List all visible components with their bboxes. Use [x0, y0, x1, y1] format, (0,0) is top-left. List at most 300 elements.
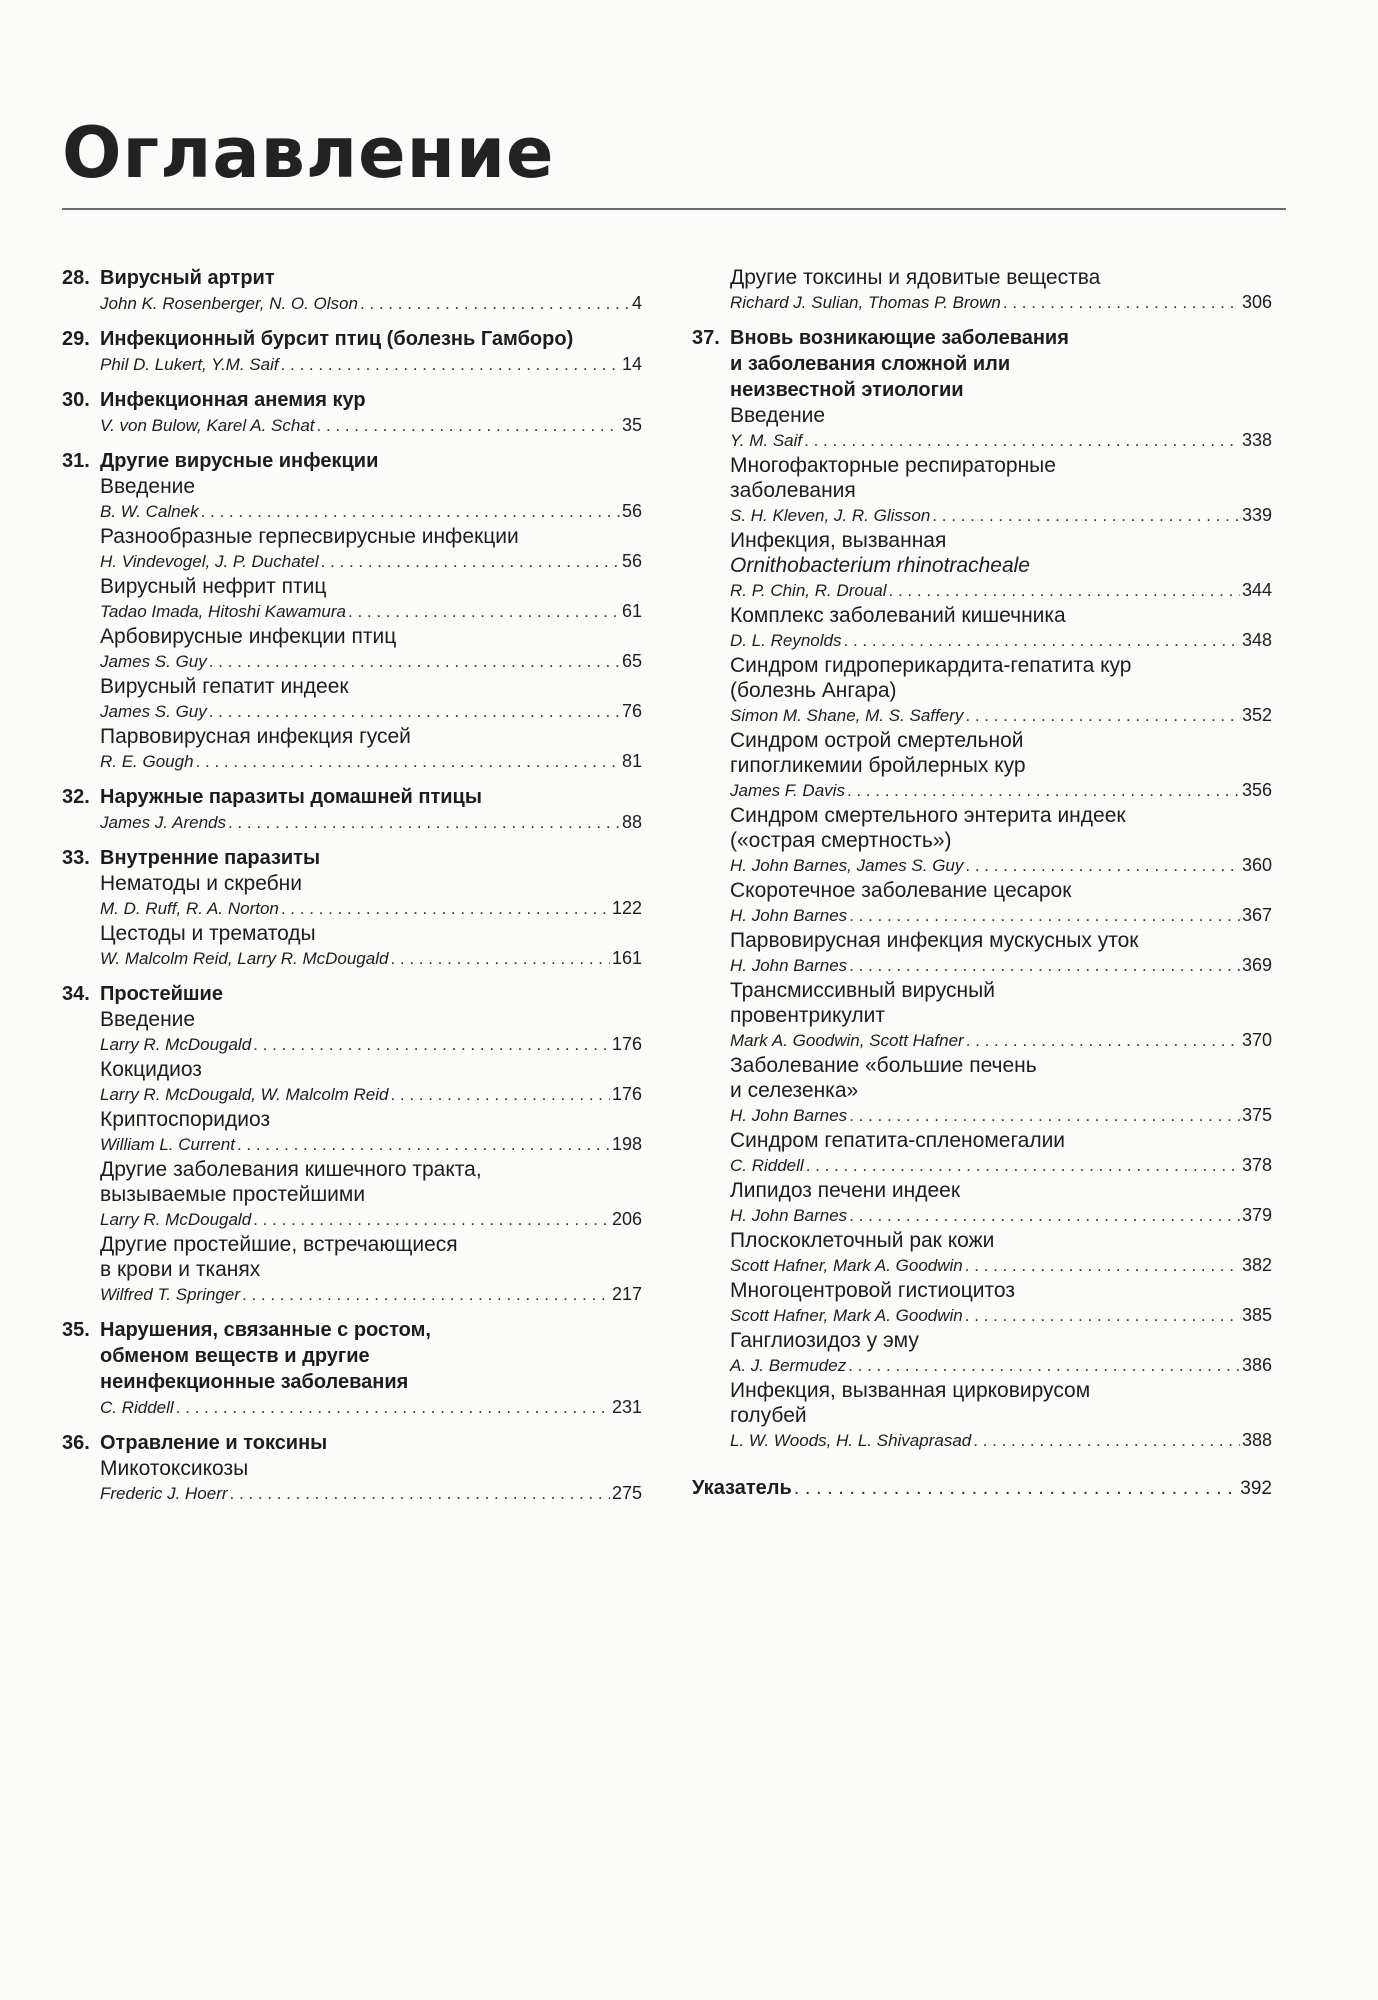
section-title: [730, 265, 1272, 290]
chapter-heading: [62, 845, 642, 871]
toc-entry[interactable]: [100, 1107, 642, 1157]
chapter-entries: [100, 291, 642, 316]
section-title: [730, 1178, 1272, 1203]
chapter-title-line: Внутренние паразиты: [100, 847, 321, 869]
page-number: 356: [1241, 780, 1272, 800]
chapter-heading: [62, 387, 642, 413]
author-names: Simon M. Shane, M. S. Saffery: [730, 706, 964, 725]
section-title-line: Инфекция, вызванная: [730, 529, 947, 552]
chapter-number: 33.: [62, 847, 90, 869]
author-row: [100, 1481, 642, 1506]
author-row: [730, 1428, 1272, 1453]
leader-dots: [253, 1033, 610, 1057]
leader-dots: [321, 550, 620, 574]
author-names: H. John Barnes: [730, 956, 848, 975]
chapter-number: 36.: [62, 1432, 90, 1454]
author-row: [100, 1207, 642, 1232]
section-title-line: Плоскоклеточный рак кожи: [730, 1229, 995, 1252]
author-names: Y. M. Saif: [730, 431, 803, 450]
author-names: Larry R. McDougald: [100, 1035, 252, 1054]
author-names: Larry R. McDougald: [100, 1210, 252, 1229]
chapter-title: [100, 448, 642, 474]
page-number: 339: [1241, 505, 1272, 525]
toc-chapter: [692, 325, 1272, 1453]
page-number: 386: [1241, 1355, 1272, 1375]
page-number: 56: [621, 501, 642, 521]
page-number: 206: [611, 1209, 642, 1229]
page-number: 385: [1241, 1305, 1272, 1325]
page-number: 65: [621, 651, 642, 671]
leader-dots: [848, 1354, 1240, 1378]
chapter-entries: [100, 810, 642, 835]
leader-dots: [390, 1083, 610, 1107]
author-row: [100, 1082, 642, 1107]
toc-chapter: [62, 387, 642, 438]
section-title-line: Нематоды и скребни: [100, 872, 303, 895]
leader-dots: [360, 292, 630, 316]
toc-entry[interactable]: [730, 1228, 1272, 1278]
section-title-line: Вирусный гепатит индеек: [100, 675, 349, 698]
section-title: [730, 1278, 1272, 1303]
leader-dots: [844, 629, 1240, 653]
chapter-title-line: Простейшие: [100, 983, 223, 1005]
section-title: [730, 1128, 1272, 1153]
leader-dots: [242, 1283, 610, 1307]
toc-chapter: [62, 448, 642, 774]
leader-dots: [849, 1104, 1240, 1128]
section-title: [100, 1157, 642, 1207]
chapter-title: [100, 326, 642, 352]
chapter-title-line: Инфекционная анемия кур: [100, 389, 366, 411]
section-title-line: Синдром смертельного энтерита индеек: [730, 804, 1126, 827]
chapter-title: [100, 1317, 642, 1395]
toc-chapter: [62, 1317, 642, 1420]
author-row: [730, 1353, 1272, 1378]
leader-dots: [804, 429, 1240, 453]
leader-dots: [849, 954, 1240, 978]
author-names: L. W. Woods, H. L. Shivaprasad: [730, 1431, 972, 1450]
index-entry[interactable]: [692, 1475, 1272, 1502]
author-row: [730, 290, 1272, 315]
chapter-title: [100, 265, 642, 291]
toc-entry[interactable]: [100, 574, 642, 624]
author-row: [100, 749, 642, 774]
chapter-heading: [62, 265, 642, 291]
chapter-title-line: неинфекционные заболевания: [100, 1371, 409, 1393]
toc-entry[interactable]: [730, 528, 1272, 603]
chapter-heading: [62, 448, 642, 474]
page-title: Оглавление: [62, 112, 555, 194]
section-title-line: Многофакторные респираторные: [730, 454, 1056, 477]
leader-dots: [230, 1482, 610, 1506]
chapter-entries: [730, 403, 1272, 1453]
section-title-line: Парвовирусная инфекция мускусных уток: [730, 929, 1139, 952]
chapter-entries: [100, 1456, 642, 1506]
toc-column-right: [692, 265, 1272, 1502]
author-row: [100, 352, 642, 377]
toc-entry[interactable]: [730, 1128, 1272, 1178]
section-title: [730, 403, 1272, 428]
toc-entry[interactable]: [730, 978, 1272, 1053]
author-names: A. J. Bermudez: [730, 1356, 847, 1375]
chapter-title-line: и заболевания сложной или: [730, 353, 1011, 375]
author-row: [100, 649, 642, 674]
toc-entry[interactable]: [730, 1278, 1272, 1328]
author-row: [730, 628, 1272, 653]
leader-dots: [176, 1396, 610, 1420]
author-names: John K. Rosenberger, N. O. Olson: [100, 294, 358, 313]
section-title-line: Другие заболевания кишечного тракта,: [100, 1158, 482, 1181]
section-title: [730, 1378, 1272, 1428]
author-row: [730, 1303, 1272, 1328]
author-names: Tadao Imada, Hitoshi Kawamura: [100, 602, 347, 621]
section-title-line: Синдром острой смертельной: [730, 729, 1024, 752]
page-number: 367: [1241, 905, 1272, 925]
section-title-line: Липидоз печени индеек: [730, 1179, 961, 1202]
section-title-line: голубей: [730, 1404, 807, 1427]
chapter-heading: [62, 1430, 642, 1456]
page-number: 388: [1241, 1430, 1272, 1450]
leader-dots: [965, 1304, 1240, 1328]
toc-entry[interactable]: [100, 1157, 642, 1232]
title-rule: [62, 208, 1286, 210]
section-title-line: заболевания: [730, 479, 856, 502]
page-number: 344: [1241, 580, 1272, 600]
section-title-line: Другие простейшие, встречающиеся: [100, 1233, 458, 1256]
chapter-heading: [62, 1317, 642, 1395]
leader-dots: [932, 504, 1240, 528]
page-number: 161: [611, 948, 642, 968]
section-title: [730, 928, 1272, 953]
section-title-line: и селезенка»: [730, 1079, 859, 1102]
author-names: Larry R. McDougald, W. Malcolm Reid: [100, 1085, 389, 1104]
page-number: 231: [611, 1397, 642, 1417]
chapter-number: 34.: [62, 983, 90, 1005]
leader-dots: [390, 947, 610, 971]
author-names: Wilfred T. Springer: [100, 1285, 240, 1304]
author-names: Richard J. Sulian, Thomas P. Brown: [730, 293, 1001, 312]
toc-entry[interactable]: [730, 1053, 1272, 1128]
author-row: [730, 1203, 1272, 1228]
section-title-line: Криптоспоридиоз: [100, 1108, 271, 1131]
author-names: James S. Guy: [100, 652, 207, 671]
author-row: [100, 1395, 642, 1420]
author-row: [100, 1282, 642, 1307]
toc-entry[interactable]: [100, 352, 642, 377]
section-title-line: Синдром гидроперикардита-гепатита кур: [730, 654, 1132, 677]
chapter-entries: [100, 1395, 642, 1420]
chapter-title: [100, 784, 642, 810]
chapter-title-line: Другие вирусные инфекции: [100, 450, 379, 472]
page-number: 176: [611, 1084, 642, 1104]
leader-dots: [209, 700, 620, 724]
leader-dots: [317, 414, 620, 438]
leader-dots: [228, 811, 620, 835]
chapter-entries: [100, 352, 642, 377]
toc-entry[interactable]: [730, 603, 1272, 653]
page-number: 176: [611, 1034, 642, 1054]
toc-entry[interactable]: [730, 1378, 1272, 1453]
section-title: [100, 624, 642, 649]
toc-entry[interactable]: [100, 624, 642, 674]
leader-dots: [849, 1204, 1240, 1228]
author-row: [730, 1153, 1272, 1178]
toc-entry[interactable]: [730, 653, 1272, 728]
author-row: [100, 1032, 642, 1057]
section-title: [730, 453, 1272, 503]
toc-entry[interactable]: [100, 474, 642, 524]
section-title: [100, 674, 642, 699]
author-row: [100, 291, 642, 316]
chapter-entries: [100, 1007, 642, 1307]
author-names: Phil D. Lukert, Y.M. Saif: [100, 355, 279, 374]
toc-entry[interactable]: [100, 524, 642, 574]
section-title: [730, 653, 1272, 703]
toc-entry[interactable]: [100, 1232, 642, 1307]
section-title-line: («острая смертность»): [730, 829, 952, 852]
page-number: 35: [621, 415, 642, 435]
chapter-number: 31.: [62, 450, 90, 472]
page-number: 370: [1241, 1030, 1272, 1050]
toc-entry[interactable]: [100, 871, 642, 921]
author-names: S. H. Kleven, J. R. Glisson: [730, 506, 931, 525]
chapter-heading: [62, 326, 642, 352]
author-names: D. L. Reynolds: [730, 631, 842, 650]
leader-dots: [965, 854, 1240, 878]
page-number: 56: [621, 551, 642, 571]
author-names: H. John Barnes: [730, 906, 848, 925]
chapter-number: 32.: [62, 786, 90, 808]
chapter-entries: [100, 871, 642, 971]
section-title-line: Другие токсины и ядовитые вещества: [730, 266, 1101, 289]
leader-dots: [806, 1154, 1240, 1178]
author-names: H. John Barnes, James S. Guy: [730, 856, 964, 875]
page-number: 76: [621, 701, 642, 721]
page-number: 198: [611, 1134, 642, 1154]
section-title-line: Введение: [730, 404, 826, 427]
chapter-title: [100, 845, 642, 871]
page-number: 378: [1241, 1155, 1272, 1175]
author-row: [730, 1103, 1272, 1128]
section-title: [100, 871, 642, 896]
section-title-line: Введение: [100, 1008, 196, 1031]
section-title-line: Трансмиссивный вирусный: [730, 979, 995, 1002]
author-names: B. W. Calnek: [100, 502, 199, 521]
toc-entry[interactable]: [100, 1057, 642, 1107]
author-names: James F. Davis: [730, 781, 845, 800]
author-row: [730, 953, 1272, 978]
author-names: C. Riddell: [730, 1156, 804, 1175]
section-title-line: в крови и тканях: [100, 1258, 261, 1281]
page-number: 392: [1240, 1478, 1272, 1499]
author-row: [100, 699, 642, 724]
section-title: [100, 1232, 642, 1282]
section-title-line: вызываемые простейшими: [100, 1183, 366, 1206]
author-row: [100, 413, 642, 438]
chapter-title: [730, 325, 1272, 403]
toc-chapter: [62, 326, 642, 377]
section-title: [730, 603, 1272, 628]
toc-entry[interactable]: [100, 674, 642, 724]
chapter-title-line: Вирусный артрит: [100, 267, 275, 289]
section-title-line: Синдром гепатита-спленомегалии: [730, 1129, 1066, 1152]
section-title: [100, 1007, 642, 1032]
toc-entry[interactable]: [730, 453, 1272, 528]
toc-entry[interactable]: [100, 291, 642, 316]
chapter-title-line: Наружные паразиты домашней птицы: [100, 786, 482, 808]
author-row: [730, 903, 1272, 928]
leader-dots: [237, 1133, 610, 1157]
leader-dots: [847, 779, 1240, 803]
page-number: 379: [1241, 1205, 1272, 1225]
page-number: 88: [621, 812, 642, 832]
author-row: [730, 428, 1272, 453]
author-row: [730, 703, 1272, 728]
author-names: William L. Current: [100, 1135, 235, 1154]
author-names: W. Malcolm Reid, Larry R. McDougald: [100, 949, 389, 968]
section-title-line: Инфекция, вызванная цирковирусом: [730, 1379, 1091, 1402]
page-number: 306: [1241, 292, 1272, 312]
author-names: V. von Bulow, Karel A. Schat: [100, 416, 315, 435]
chapter-number: 29.: [62, 328, 90, 350]
page-number: 275: [611, 1483, 642, 1503]
chapter-title-line: Инфекционный бурсит птиц (болезнь Гамборо): [100, 328, 574, 350]
page-number: 14: [621, 354, 642, 374]
chapter-number: 37.: [692, 327, 720, 349]
author-row: [100, 946, 642, 971]
section-title: [100, 921, 642, 946]
section-title-line: Заболевание «большие печень: [730, 1054, 1037, 1077]
leader-dots: [348, 600, 620, 624]
section-title: [100, 1456, 642, 1481]
toc-entry[interactable]: [100, 921, 642, 971]
toc-column-left: [62, 265, 642, 1516]
toc-chapter: [692, 265, 1272, 315]
page-number: 352: [1241, 705, 1272, 725]
page-number: 375: [1241, 1105, 1272, 1125]
page-number: 81: [621, 751, 642, 771]
toc-entry[interactable]: [100, 1395, 642, 1420]
section-title-line: (болезнь Ангара): [730, 679, 897, 702]
page-number: 4: [631, 293, 642, 313]
author-names: James S. Guy: [100, 702, 207, 721]
author-names: C. Riddell: [100, 1398, 174, 1417]
section-title: [730, 1228, 1272, 1253]
toc-chapter: [62, 845, 642, 971]
toc-entry[interactable]: [100, 1456, 642, 1506]
chapter-title: [100, 981, 642, 1007]
section-title: [100, 1057, 642, 1082]
toc-entry[interactable]: [100, 724, 642, 774]
page-number: 360: [1241, 855, 1272, 875]
section-title-line: Многоцентровой гистиоцитоз: [730, 1279, 1015, 1302]
section-title-line: Арбовирусные инфекции птиц: [100, 625, 397, 648]
leader-dots: [965, 704, 1240, 728]
author-row: [100, 599, 642, 624]
section-title-line: Ганглиозидоз у эму: [730, 1329, 919, 1352]
author-names: R. P. Chin, R. Droual: [730, 581, 887, 600]
section-title: [100, 1107, 642, 1132]
author-row: [730, 503, 1272, 528]
author-row: [730, 778, 1272, 803]
author-names: James J. Arends: [100, 813, 226, 832]
author-names: H. Vindevogel, J. P. Duchatel: [100, 552, 319, 571]
author-row: [100, 1132, 642, 1157]
chapter-entries: [100, 474, 642, 774]
chapter-heading: [62, 981, 642, 1007]
section-title-line: Комплекс заболеваний кишечника: [730, 604, 1066, 627]
chapter-title-line: обменом веществ и другие: [100, 1345, 370, 1367]
toc-entry[interactable]: [730, 728, 1272, 803]
leader-dots: [281, 353, 620, 377]
chapter-heading: [692, 325, 1272, 403]
toc-entry[interactable]: [730, 1178, 1272, 1228]
toc-entry[interactable]: [730, 265, 1272, 315]
chapter-title-line: Вновь возникающие заболевания: [730, 327, 1069, 349]
section-title-line: Скоротечное заболевание цесарок: [730, 879, 1072, 902]
section-title: [730, 1053, 1272, 1103]
leader-dots: [209, 650, 620, 674]
toc-entry[interactable]: [100, 810, 642, 835]
toc-entry[interactable]: [100, 413, 642, 438]
section-title: [730, 528, 1272, 578]
chapter-title: [100, 1430, 642, 1456]
author-names: Frederic J. Hoerr: [100, 1484, 228, 1503]
author-row: [730, 1028, 1272, 1053]
section-title-line: Цестоды и трематоды: [100, 922, 316, 945]
toc-chapter: [62, 784, 642, 835]
leader-dots: [253, 1208, 610, 1232]
section-title: [100, 574, 642, 599]
index-label: Указатель: [692, 1477, 792, 1499]
section-title-line: Парвовирусная инфекция гусей: [100, 725, 411, 748]
chapter-number: 35.: [62, 1319, 90, 1341]
author-row: [730, 853, 1272, 878]
author-row: [730, 1253, 1272, 1278]
toc-entry[interactable]: [100, 1007, 642, 1057]
section-title-line: Микотоксикозы: [100, 1457, 249, 1480]
toc-chapter: [62, 981, 642, 1307]
page-number: 338: [1241, 430, 1272, 450]
page-number: 61: [621, 601, 642, 621]
toc-entry[interactable]: [730, 403, 1272, 453]
page-number: 122: [611, 898, 642, 918]
author-row: [730, 578, 1272, 603]
toc-entry[interactable]: [730, 1328, 1272, 1378]
section-title: [100, 724, 642, 749]
chapter-number: 30.: [62, 389, 90, 411]
toc-chapter: [62, 265, 642, 316]
author-names: Scott Hafner, Mark A. Goodwin: [730, 1306, 963, 1325]
section-title: [730, 978, 1272, 1028]
leader-dots: [281, 897, 610, 921]
leader-dots: [889, 579, 1240, 603]
section-title-line: Введение: [100, 475, 196, 498]
leader-dots: [849, 904, 1240, 928]
leader-dots: [794, 1475, 1239, 1501]
toc-entry[interactable]: [730, 878, 1272, 928]
chapter-entries: [730, 265, 1272, 315]
chapter-title-line: Отравление и токсины: [100, 1432, 328, 1454]
author-row: [100, 810, 642, 835]
toc-entry[interactable]: [730, 928, 1272, 978]
toc-chapter: [62, 1430, 642, 1506]
toc-entry[interactable]: [730, 803, 1272, 878]
section-title: [730, 878, 1272, 903]
section-title: [100, 474, 642, 499]
author-row: [100, 549, 642, 574]
author-names: Scott Hafner, Mark A. Goodwin: [730, 1256, 963, 1275]
